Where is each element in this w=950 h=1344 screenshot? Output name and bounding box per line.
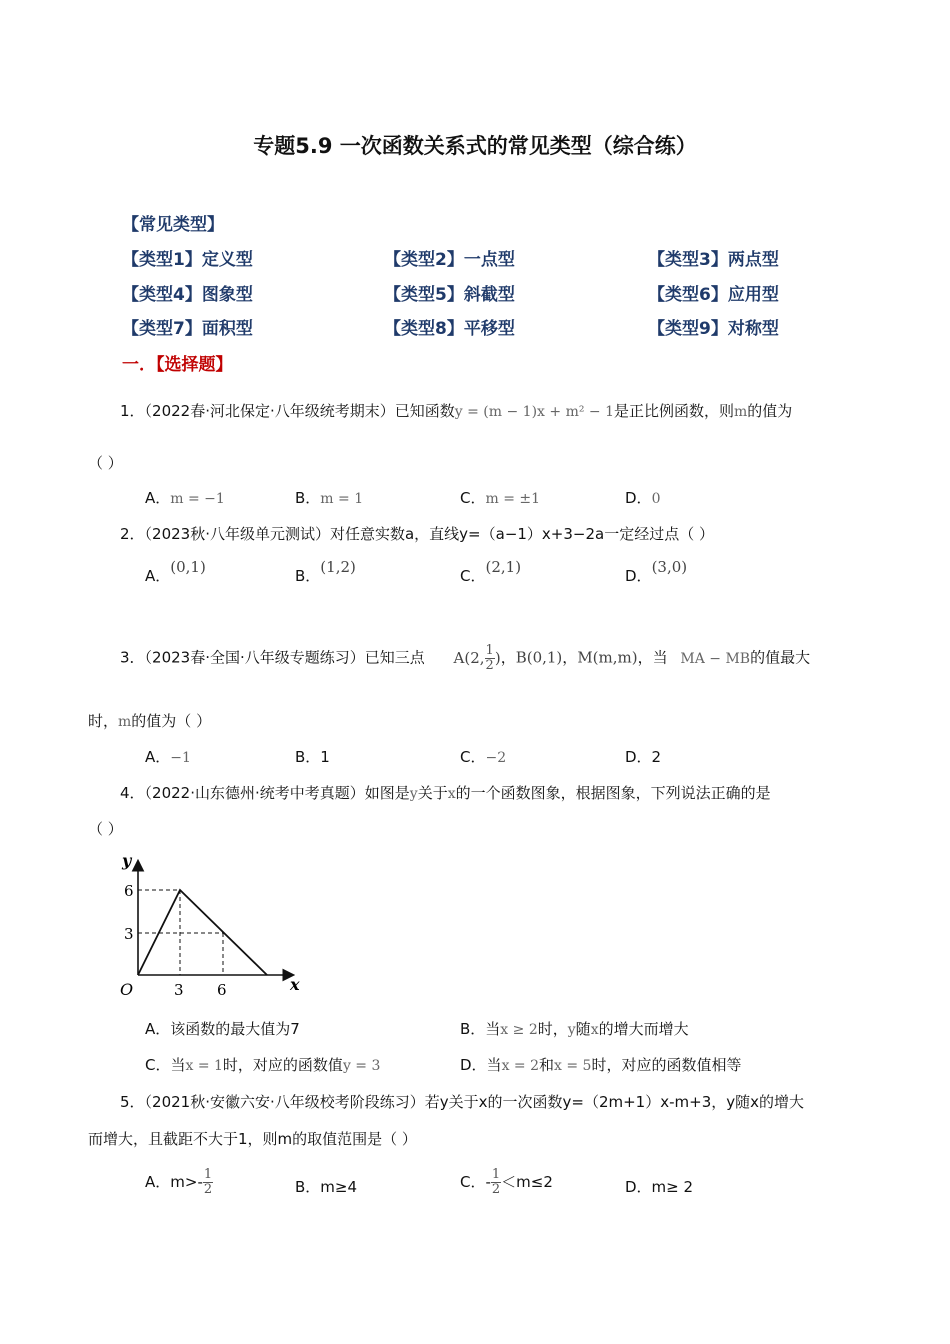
q3-option-c: C．−2	[460, 748, 507, 766]
q5-option-b: B．m≥4	[295, 1178, 358, 1196]
question-5	[120, 1091, 804, 1112]
types-heading: 【常见类型】	[122, 215, 224, 235]
question-4: 4．（2022·山东德州·统考中考真题）如图是y关于x的一个函数图象，根据图象，下列说法正确的是	[120, 784, 771, 802]
q1-after: 是正比例函数，则	[614, 402, 735, 420]
axis-x-label: x	[290, 975, 300, 994]
q3-number: 3．	[120, 648, 145, 667]
q4-option-b: B．当x ≥ 2时，y随x的增大而增大	[460, 1020, 689, 1038]
axis-y-label: y	[122, 851, 132, 870]
q4-source: （2022·山东德州·统考中考真题）如图是	[144, 784, 410, 802]
q2-option-d: D．(3,0)	[625, 558, 688, 585]
q3-source: （2023春·全国·八年级专题练习）已知三点	[144, 648, 425, 667]
type-item-2: 【类型2】一点型	[384, 250, 515, 270]
q2-option-a: A．(0,1)	[145, 558, 206, 585]
x-tick-3: 3	[174, 981, 184, 999]
type-item-1: 【类型1】定义型	[122, 250, 253, 270]
q1-option-c: C．m = ±1	[460, 489, 541, 507]
page-title: 专题5.9 一次函数关系式的常见类型（综合练）	[253, 134, 697, 158]
q2-text: （2023秋·八年级单元测试）对任意实数a，直线y=（a−1）x+3−2a一定经过点（ ）	[144, 525, 714, 543]
type-item-4: 【类型4】图象型	[122, 285, 253, 305]
origin-label: O	[120, 980, 134, 999]
type-item-6: 【类型6】应用型	[648, 285, 779, 305]
type-item-5: 【类型5】斜截型	[384, 285, 515, 305]
q5-option-d: D．m≥ 2	[625, 1178, 694, 1196]
y-tick-3: 3	[124, 925, 134, 943]
q4-paren: （ ）	[88, 820, 123, 838]
x-tick-6: 6	[217, 981, 227, 999]
type-item-3: 【类型3】两点型	[648, 250, 779, 270]
q2-number: 2．	[120, 525, 145, 543]
q5-text: （2021秋·安徽六安·八年级校考阶段练习）若y关于x的一次函数y=（2m+1）x-m+3，y随x的增大	[144, 1093, 804, 1111]
q4-function-graph	[110, 850, 310, 1000]
question-3: 3．（2023春·全国·八年级专题练习）已知三点 A(2, $\frac{1}{2}$ )，B(0,1)，M(m,m)，当 MA − MB的值最大	[120, 643, 811, 673]
q1-var: m	[734, 404, 748, 420]
q2-option-b: B．(1,2)	[295, 558, 356, 585]
q1-formula: y = (m − 1)x + m² − 1	[454, 404, 614, 420]
q1-source: （2022春·河北保定·八年级统考期末）已知函数	[144, 402, 455, 420]
type-item-8: 【类型8】平移型	[384, 319, 515, 339]
q5-number: 5．	[120, 1093, 145, 1111]
q4-option-a: A．该函数的最大值为7	[145, 1020, 300, 1038]
q5-line2: 而增大，且截距不大于1，则m的取值范围是（ ）	[88, 1130, 417, 1148]
q3-point-m: M(m,m)	[577, 648, 638, 667]
y-tick-6: 6	[124, 882, 134, 900]
q5-option-c: C．- $\frac{1}{2}$ ＜m≤2	[460, 1167, 553, 1197]
q1-number: 1．	[120, 402, 145, 420]
q3-option-a: A．−1	[145, 748, 191, 766]
q1-tail: 的值为	[747, 402, 793, 420]
question-2	[120, 523, 714, 544]
type-item-9: 【类型9】对称型	[648, 319, 779, 339]
q5-option-a: A．m>- $\frac{1}{2}$	[145, 1167, 213, 1197]
q4-option-c: C．当x = 1时，对应的函数值y = 3	[145, 1056, 381, 1074]
q3-point-a: A(2, $\frac{1}{2}$ )	[453, 643, 501, 673]
q3-option-b: B．1	[295, 748, 330, 766]
question-1	[120, 400, 792, 421]
q3-expr: MA − MB	[680, 650, 751, 667]
q4-number: 4．	[120, 784, 145, 802]
q3-option-d: D．2	[625, 748, 662, 766]
section-title: 一．【选择题】	[122, 355, 233, 375]
q4-option-d: D．当x = 2和x = 5时，对应的函数值相等	[460, 1056, 742, 1074]
type-item-7: 【类型7】面积型	[122, 319, 253, 339]
q3-line2: 时，m的值为（ ）	[88, 712, 212, 730]
q1-option-a: A．m = −1	[145, 489, 225, 507]
q2-option-c: C．(2,1)	[460, 558, 522, 585]
q3-point-b: B(0,1)	[515, 648, 563, 667]
q1-paren: （ ）	[88, 454, 123, 472]
q1-option-b: B．m = 1	[295, 489, 364, 507]
q1-option-d: D．0	[625, 489, 661, 507]
